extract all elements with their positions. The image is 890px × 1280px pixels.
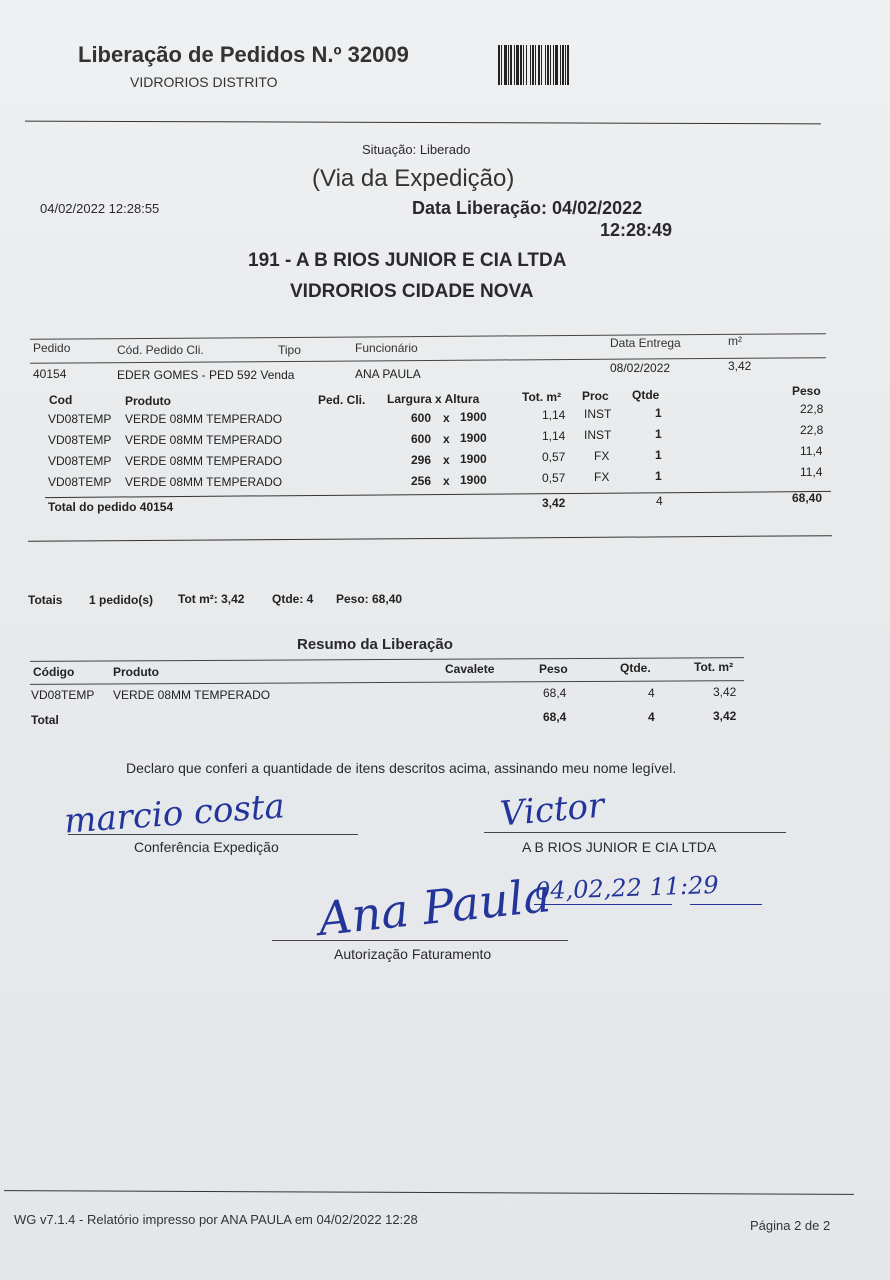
signature-cliente: Victor: [498, 785, 606, 835]
barcode-bar: [550, 45, 551, 85]
row-proc: FX: [594, 449, 610, 463]
signature-label-cliente: A B RIOS JUNIOR E CIA LTDA: [522, 839, 717, 855]
barcode-bar: [567, 45, 569, 85]
barcode-bar: [547, 45, 549, 85]
barcode-bar: [565, 45, 566, 85]
copy-type: (Via da Expedição): [312, 165, 515, 192]
barcode-bar: [510, 45, 512, 85]
row-x: x: [443, 432, 450, 446]
row-cod: VD08TEMP: [48, 433, 112, 447]
items-col-proc: Proc: [582, 389, 609, 403]
document-title: Liberação de Pedidos N.º 32009: [78, 42, 409, 67]
liberation-date: Data Liberação: 04/02/2022: [412, 198, 643, 218]
summary-total-tot-m2: 3,42: [713, 709, 737, 723]
handwritten-time-underline: [690, 904, 762, 905]
col-funcionario-label: Funcionário: [355, 341, 418, 355]
col-m2-label: m²: [728, 334, 742, 348]
row-x: x: [443, 474, 450, 488]
divider: [28, 535, 832, 542]
page-number: Página 2 de 2: [750, 1218, 831, 1233]
row-altura: 1900: [460, 473, 487, 487]
row-produto: VERDE 08MM TEMPERADO: [125, 412, 283, 426]
company-branch: VIDRORIOS CIDADE NOVA: [290, 281, 534, 302]
row-tot-m2: 0,57: [542, 471, 566, 485]
order-total-peso: 68,40: [792, 491, 823, 505]
liberation-time: 12:28:49: [600, 220, 673, 240]
summary-col-qtde: Qtde.: [620, 661, 651, 675]
declaration-text: Declaro que conferi a quantidade de itens descritos acima, assinando meu nome legível.: [126, 760, 677, 776]
items-col-qtde: Qtde: [632, 388, 660, 402]
printed-datetime: 04/02/2022 12:28:55: [40, 201, 160, 216]
summary-col-produto: Produto: [113, 665, 159, 679]
row-proc: INST: [584, 428, 612, 442]
row-largura: 296: [411, 453, 432, 467]
barcode-image: [498, 45, 636, 85]
row-cod: VD08TEMP: [48, 412, 112, 426]
summary-total-peso: 68,4: [543, 710, 567, 724]
summary-row-codigo: VD08TEMP: [31, 688, 95, 702]
row-produto: VERDE 08MM TEMPERADO: [125, 454, 283, 468]
row-largura: 256: [411, 474, 432, 488]
order-number: 40154: [33, 367, 67, 381]
signature-conferencia: marcio costa: [62, 786, 286, 842]
row-tot-m2: 1,14: [542, 429, 566, 443]
barcode-bar: [562, 45, 564, 85]
handwritten-date: 04,02,22 11:29: [534, 870, 720, 906]
totals-m2: Tot m²: 3,42: [178, 592, 245, 606]
order-total-label: Total do pedido 40154: [48, 500, 174, 514]
row-altura: 1900: [460, 431, 487, 445]
row-produto: VERDE 08MM TEMPERADO: [125, 433, 283, 447]
barcode-bar: [504, 45, 507, 85]
barcode-bar: [516, 45, 519, 85]
row-peso: 11,4: [800, 444, 823, 458]
row-largura: 600: [411, 432, 432, 446]
totals-qtde: Qtde: 4: [272, 592, 314, 606]
col-cod-pedido-cli-label: Cód. Pedido Cli.: [117, 343, 204, 357]
barcode-bar: [541, 45, 542, 85]
items-col-cod: Cod: [49, 393, 73, 407]
row-x: x: [443, 453, 450, 467]
signature-line: [272, 940, 568, 941]
row-largura: 600: [411, 411, 432, 425]
summary-col-cavalete: Cavalete: [445, 662, 495, 676]
divider: [25, 121, 821, 125]
barcode-bar: [538, 45, 540, 85]
barcode-bar: [535, 45, 536, 85]
row-peso: 11,4: [800, 465, 823, 479]
divider: [4, 1190, 854, 1195]
divider: [30, 680, 744, 685]
signature-line: [68, 834, 358, 835]
barcode-bar: [520, 45, 522, 85]
divider: [45, 491, 831, 498]
row-tot-m2: 1,14: [542, 408, 566, 422]
order-client-code-type: EDER GOMES - PED 592 Venda: [117, 368, 295, 382]
summary-title: Resumo da Liberação: [297, 636, 453, 653]
order-delivery-date: 08/02/2022: [610, 361, 671, 375]
row-peso: 22,8: [800, 423, 824, 437]
signature-label-conferencia: Conferência Expedição: [134, 839, 279, 855]
footer-report-info: WG v7.1.4 - Relatório impresso por ANA PAULA em 04/02/2022 12:28: [14, 1212, 418, 1227]
row-altura: 1900: [460, 410, 487, 424]
divider: [30, 333, 826, 340]
order-total-qtde: 4: [656, 494, 663, 508]
totals-peso: Peso: 68,40: [336, 592, 403, 606]
summary-row-peso: 68,4: [543, 686, 567, 700]
summary-row-tot-m2: 3,42: [713, 685, 737, 699]
row-tot-m2: 0,57: [542, 450, 566, 464]
summary-col-codigo: Código: [33, 665, 75, 679]
signature-label-autorizacao: Autorização Faturamento: [334, 946, 492, 962]
row-cod: VD08TEMP: [48, 454, 112, 468]
barcode-bar: [545, 45, 546, 85]
summary-total-qtde: 4: [648, 710, 655, 724]
signature-autorizacao: Ana Paula: [315, 867, 554, 947]
barcode-bar: [508, 45, 509, 85]
summary-row-produto: VERDE 08MM TEMPERADO: [113, 688, 271, 702]
totals-pedidos: 1 pedido(s): [89, 593, 154, 607]
order-total-m2: 3,42: [542, 496, 566, 510]
summary-total-label: Total: [31, 713, 59, 727]
summary-col-peso: Peso: [539, 662, 568, 676]
col-tipo-label: Tipo: [278, 343, 301, 357]
order-m2: 3,42: [728, 359, 752, 373]
row-qtde: 1: [655, 448, 662, 462]
barcode-bar: [530, 45, 531, 85]
col-data-entrega-label: Data Entrega: [610, 336, 681, 350]
row-proc: FX: [594, 470, 610, 484]
barcode-bar: [526, 45, 527, 85]
row-peso: 22,8: [800, 402, 824, 416]
row-cod: VD08TEMP: [48, 475, 112, 489]
items-col-largura-altura: Largura x Altura: [387, 392, 480, 406]
summary-row-qtde: 4: [648, 686, 655, 700]
barcode-bar: [514, 45, 515, 85]
row-altura: 1900: [460, 452, 487, 466]
barcode-bar: [532, 45, 534, 85]
row-qtde: 1: [655, 469, 662, 483]
row-qtde: 1: [655, 406, 662, 420]
barcode-bar: [555, 45, 558, 85]
status-text: Situação: Liberado: [362, 142, 471, 157]
row-qtde: 1: [655, 427, 662, 441]
row-produto: VERDE 08MM TEMPERADO: [125, 475, 283, 489]
branch-name: VIDRORIOS DISTRITO: [130, 74, 278, 90]
barcode-bar: [501, 45, 502, 85]
barcode-bar: [553, 45, 554, 85]
col-pedido-label: Pedido: [33, 341, 71, 355]
barcode-bar: [523, 45, 524, 85]
items-col-produto: Produto: [125, 394, 171, 408]
row-x: x: [443, 411, 450, 425]
company-name: 191 - A B RIOS JUNIOR E CIA LTDA: [248, 250, 567, 271]
totals-label: Totais: [28, 593, 63, 607]
order-employee: ANA PAULA: [355, 367, 421, 381]
items-col-tot-m2: Tot. m²: [522, 390, 562, 404]
handwritten-date-underline: [534, 904, 672, 905]
items-col-ped-cli: Ped. Cli.: [318, 393, 366, 407]
barcode-bar: [560, 45, 561, 85]
signature-line: [484, 832, 786, 833]
row-proc: INST: [584, 407, 612, 421]
barcode-bar: [498, 45, 500, 85]
items-col-peso: Peso: [792, 384, 821, 398]
summary-col-tot-m2: Tot. m²: [694, 660, 734, 674]
divider: [30, 357, 826, 364]
